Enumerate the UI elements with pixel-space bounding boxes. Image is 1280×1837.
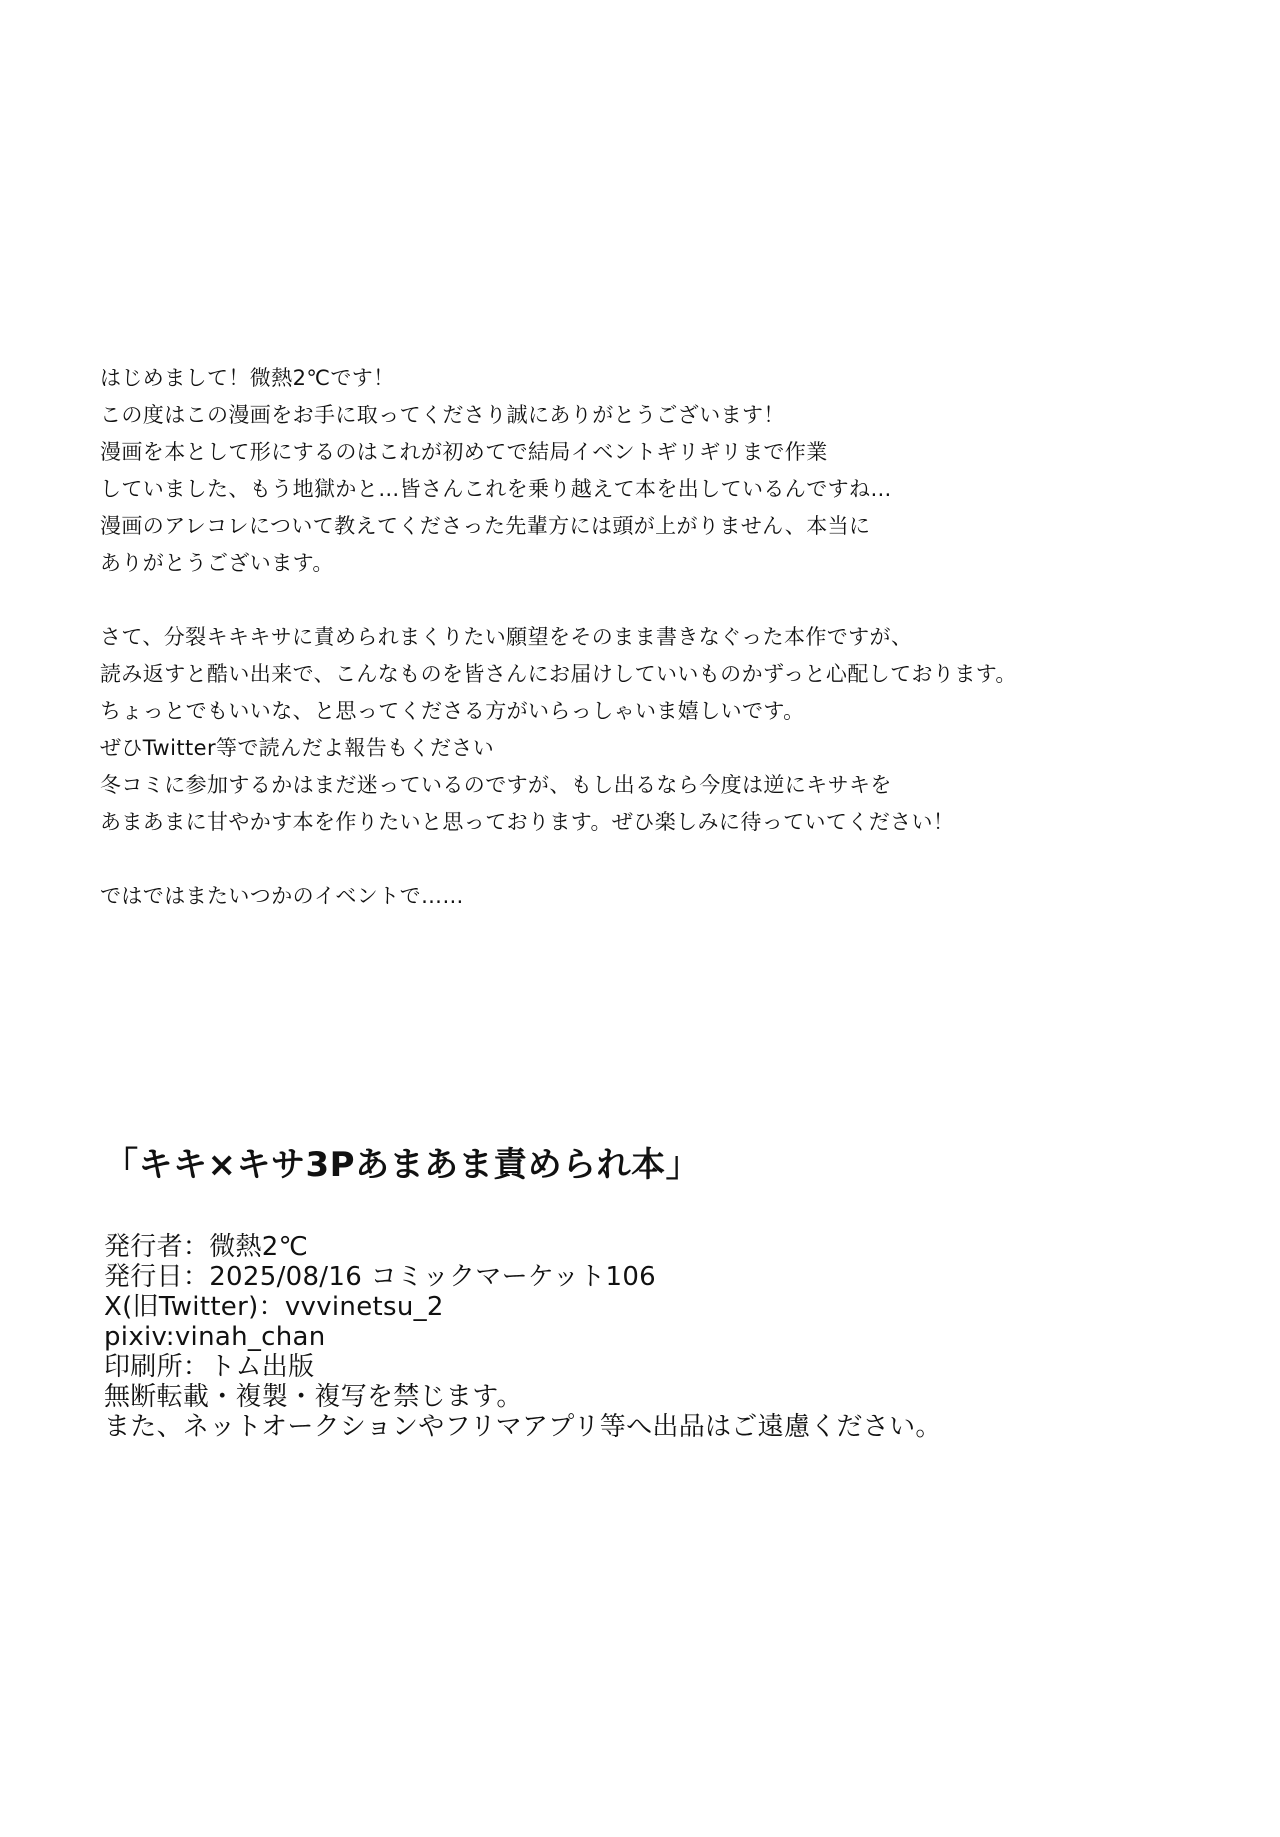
book-title: 「キキ×キサ3Pあまあま責められ本」 bbox=[104, 1145, 701, 1185]
resale-notice-line: また、ネットオークションやフリマアプリ等へ出品はご遠慮ください。 bbox=[104, 1412, 942, 1442]
text-line: 冬コミに参加するかはまだ迷っているのですが、もし出るなら今度は逆にキサキを bbox=[100, 773, 892, 797]
text-line: 漫画を本として形にするのはこれが初めてで結局イベントギリギリまで作業 bbox=[100, 440, 828, 464]
afterword-paragraph bbox=[100, 619, 1220, 841]
text-line: この度はこの漫画をお手に取ってくださり誠にありがとうございます！ bbox=[100, 403, 785, 427]
text-line: 読み返すと酷い出来で、こんなものを皆さんにお届けしていいものかずっと心配しております。 bbox=[100, 662, 1017, 686]
printer-line: 印刷所：トム出版 bbox=[104, 1352, 315, 1382]
text-line: していました、もう地獄かと…皆さんこれを乗り越えて本を出しているんですね… bbox=[100, 477, 892, 501]
text-line: はじめまして！微熱2℃です！ bbox=[100, 366, 395, 390]
afterword-text bbox=[100, 360, 1220, 915]
text-line: 漫画のアレコレについて教えてくださった先輩方には頭が上がりません、本当に bbox=[100, 514, 871, 538]
text-line: さて、分裂キキキサに責められまくりたい願望をそのまま書きなぐった本作ですが、 bbox=[100, 625, 913, 649]
colophon bbox=[104, 1140, 1204, 1442]
text-line: ありがとうございます。 bbox=[100, 551, 334, 575]
text-line: ではではまたいつかのイベントで…… bbox=[100, 884, 464, 908]
copyright-notice-line: 無断転載・複製・複写を禁じます。 bbox=[104, 1382, 523, 1412]
pixiv-handle-line: pixiv:vinah_chan bbox=[104, 1322, 326, 1352]
afterword-paragraph bbox=[100, 878, 1220, 915]
text-line: ぜひTwitter等で読んだよ報告もください bbox=[100, 736, 495, 760]
text-line: あまあまに甘やかす本を作りたいと思っております。ぜひ楽しみに待っていてください！ bbox=[100, 810, 955, 834]
publisher-line: 発行者：微熱2℃ bbox=[104, 1232, 309, 1262]
text-line: ちょっとでもいいな、と思ってくださる方がいらっしゃいま嬉しいです。 bbox=[100, 699, 805, 723]
publish-date-line: 発行日：2025/08/16 コミックマーケット106 bbox=[104, 1262, 657, 1292]
afterword-paragraph bbox=[100, 360, 1220, 582]
twitter-handle-line: X(旧Twitter)：vvvinetsu_2 bbox=[104, 1292, 444, 1322]
publication-info bbox=[104, 1232, 1204, 1442]
